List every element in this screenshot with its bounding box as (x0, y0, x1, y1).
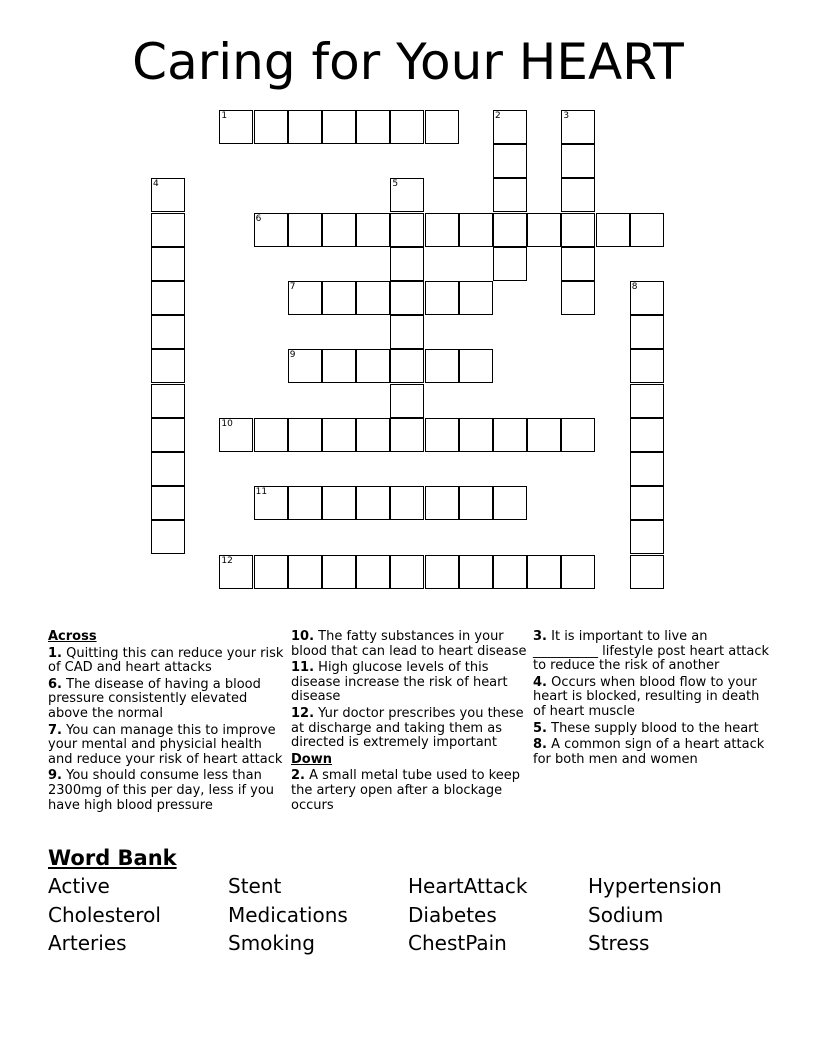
across-heading: Across (48, 629, 97, 644)
grid-cell[interactable] (322, 486, 356, 520)
clue-across-1 (48, 647, 288, 676)
grid-cell[interactable] (151, 178, 185, 212)
clue-number-label: 9 (289, 350, 296, 361)
clue-text: You should consume less than 2300mg of this per day, less if you have high blood pressure (48, 768, 275, 813)
clue-number-label: 4 (153, 179, 159, 190)
grid-cell[interactable] (630, 315, 664, 349)
grid-cell[interactable] (561, 144, 595, 178)
clue-number: 11. (291, 660, 315, 676)
clue-number-label: 10 (221, 418, 233, 429)
grid-cell[interactable] (356, 110, 390, 144)
word-bank-title: Word Bank (48, 846, 177, 870)
grid-cell[interactable] (254, 418, 288, 452)
word-bank-word: HeartAttack (408, 874, 528, 898)
clue-down-3 (533, 630, 773, 674)
grid-cell[interactable] (630, 452, 664, 486)
clue-across-12 (291, 707, 531, 751)
clue-text: High glucose levels of this disease increase the risk of heart disease (291, 660, 508, 705)
clue-text: The disease of having a blood pressure consistently elevated above the normal (48, 676, 261, 721)
clue-number: 1. (48, 645, 62, 661)
grid-cell[interactable] (322, 349, 356, 383)
grid-cell[interactable] (390, 247, 424, 281)
clue-across-11 (291, 661, 531, 705)
grid-cell[interactable] (493, 486, 527, 520)
grid-cell[interactable] (493, 110, 527, 144)
grid-cell[interactable] (288, 110, 322, 144)
clue-down-4 (533, 676, 773, 720)
word-bank-word: Sodium (588, 902, 664, 927)
word-bank-word: Arteries (48, 931, 127, 955)
clue-text: A small metal tube used to keep the artery open after a blockage occurs (291, 768, 520, 813)
grid-cell[interactable] (493, 418, 527, 452)
grid-cell[interactable] (288, 349, 322, 383)
word-bank-word: Diabetes (408, 902, 497, 927)
clue-text: You can manage this to improve your mental and physicial health and reduce your risk of heart attack (48, 722, 283, 767)
clue-number-label: 3 (563, 111, 570, 121)
grid-cell[interactable] (459, 555, 493, 589)
word-bank (48, 872, 768, 958)
grid-cell[interactable] (390, 418, 424, 452)
grid-cell[interactable] (151, 520, 185, 554)
clue-text: Yur doctor prescribes you these at discharge and taking them as directed is extremely important (291, 705, 524, 751)
grid-cell[interactable] (561, 555, 595, 589)
clue-number: 9. (48, 768, 62, 784)
grid-cell[interactable] (288, 213, 322, 247)
clue-text: These supply blood to the heart (551, 720, 759, 736)
grid-cell[interactable] (630, 520, 664, 554)
clue-number: 8. (533, 737, 547, 753)
grid-cell[interactable] (151, 452, 185, 486)
grid-cell[interactable] (630, 384, 664, 418)
down-heading: Down (291, 751, 332, 767)
clue-column-1 (48, 630, 288, 815)
clue-number-label: 1 (221, 111, 228, 121)
grid-cell[interactable] (425, 281, 459, 315)
word-bank-word: Smoking (228, 931, 315, 955)
grid-cell[interactable] (493, 144, 527, 178)
grid-cell[interactable] (459, 349, 493, 383)
clue-number-label: 2 (495, 111, 501, 121)
word-bank-word: Cholesterol (48, 902, 161, 927)
grid-cell[interactable] (356, 418, 390, 452)
grid-cell[interactable] (425, 486, 459, 520)
word-bank-word: Medications (228, 902, 348, 927)
word-bank-word: Stress (588, 931, 650, 955)
grid-cell[interactable] (425, 555, 459, 589)
grid-cell[interactable] (254, 486, 288, 520)
grid-cell[interactable] (425, 418, 459, 452)
grid-cell[interactable] (151, 418, 185, 452)
grid-cell[interactable] (459, 418, 493, 452)
grid-cell[interactable] (151, 213, 185, 247)
clue-across-10 (291, 630, 531, 659)
clue-number: 5. (533, 720, 547, 736)
clue-text: The fatty substances in your blood that can lead to heart disease (291, 629, 527, 659)
grid-cell[interactable] (561, 110, 595, 144)
grid-cell[interactable] (561, 213, 595, 247)
clue-number-label: 7 (289, 282, 296, 292)
grid-cell[interactable] (254, 110, 288, 144)
grid-cell[interactable] (151, 247, 185, 281)
grid-cell[interactable] (493, 213, 527, 247)
grid-cell[interactable] (356, 349, 390, 383)
grid-cell[interactable] (288, 486, 322, 520)
page-title: Caring for Your HEART (132, 33, 684, 91)
grid-cell[interactable] (322, 213, 356, 247)
clue-text: Quitting this can reduce your risk of CAD and heart attacks (48, 645, 284, 676)
grid-cell[interactable] (219, 418, 253, 452)
clue-number: 7. (48, 722, 62, 738)
grid-cell[interactable] (630, 213, 664, 247)
clue-number-label: 11 (255, 487, 268, 498)
grid-cell[interactable] (322, 110, 356, 144)
clue-number: 12. (291, 705, 315, 721)
grid-cell[interactable] (254, 213, 288, 247)
grid-cell[interactable] (425, 349, 459, 383)
grid-cell[interactable] (219, 555, 253, 589)
clue-across-7 (48, 724, 288, 768)
grid-cell[interactable] (390, 281, 424, 315)
clue-down-2 (291, 769, 531, 813)
grid-cell[interactable] (322, 281, 356, 315)
grid-cell[interactable] (151, 384, 185, 418)
clue-number-label: 12 (221, 555, 233, 566)
grid-cell[interactable] (288, 418, 322, 452)
grid-cell[interactable] (322, 418, 356, 452)
grid-cell[interactable] (390, 384, 424, 418)
clue-across-9 (48, 769, 288, 813)
grid-cell[interactable] (459, 281, 493, 315)
clue-number-label: 8 (631, 282, 638, 292)
grid-cell[interactable] (527, 213, 561, 247)
grid-cell[interactable] (356, 213, 390, 247)
grid-cell[interactable] (630, 418, 664, 452)
clue-text: A common sign of a heart attack for both men and women (533, 737, 765, 767)
clue-number: 2. (291, 768, 305, 784)
grid-cell[interactable] (630, 349, 664, 383)
clue-number: 10. (291, 629, 315, 644)
grid-cell[interactable] (288, 555, 322, 589)
clue-text: Occurs when blood flow to your heart is blocked, resulting in death of heart muscle (533, 674, 760, 719)
grid-cell[interactable] (219, 110, 253, 144)
grid-cell[interactable] (356, 486, 390, 520)
clue-number: 4. (533, 674, 547, 690)
grid-cell[interactable] (390, 555, 424, 589)
clue-text: It is important to live an __________ lifestyle post heart attack to reduce the risk of another (533, 629, 770, 674)
word-bank-word: Active (48, 874, 110, 898)
grid-cell[interactable] (630, 281, 664, 315)
clue-down-5 (533, 722, 773, 737)
grid-cell[interactable] (493, 555, 527, 589)
grid-cell[interactable] (630, 555, 664, 589)
grid-cell[interactable] (322, 555, 356, 589)
grid-cell[interactable] (390, 349, 424, 383)
grid-cell[interactable] (425, 110, 459, 144)
grid-cell[interactable] (527, 418, 561, 452)
grid-cell[interactable] (561, 178, 595, 212)
clue-number: 3. (533, 629, 547, 644)
grid-cell[interactable] (459, 486, 493, 520)
word-bank-word: Hypertension (588, 874, 722, 898)
grid-cell[interactable] (493, 247, 527, 281)
clue-across-6 (48, 678, 288, 722)
grid-cell[interactable] (390, 213, 424, 247)
clue-down-8 (533, 738, 773, 767)
grid-cell[interactable] (459, 213, 493, 247)
grid-cell[interactable] (390, 110, 424, 144)
grid-cell[interactable] (493, 178, 527, 212)
clue-column-3 (533, 630, 773, 769)
grid-cell[interactable] (561, 281, 595, 315)
grid-cell[interactable] (527, 555, 561, 589)
grid-cell[interactable] (356, 281, 390, 315)
grid-cell[interactable] (151, 349, 185, 383)
grid-cell[interactable] (288, 281, 322, 315)
grid-cell[interactable] (390, 178, 424, 212)
clue-number-label: 5 (392, 179, 399, 190)
grid-cell[interactable] (390, 315, 424, 349)
grid-cell[interactable] (561, 247, 595, 281)
grid-cell[interactable] (561, 418, 595, 452)
grid-cell[interactable] (630, 486, 664, 520)
grid-cell[interactable] (390, 486, 424, 520)
clue-number: 6. (48, 676, 62, 692)
grid-cell[interactable] (254, 555, 288, 589)
grid-cell[interactable] (356, 555, 390, 589)
grid-cell[interactable] (151, 315, 185, 349)
clue-number-label: 6 (255, 213, 262, 224)
grid-cell[interactable] (425, 213, 459, 247)
word-bank-word: ChestPain (408, 931, 507, 955)
grid-cell[interactable] (151, 486, 185, 520)
grid-cell[interactable] (151, 281, 185, 315)
clue-column-2 (291, 630, 531, 815)
grid-cell[interactable] (596, 213, 630, 247)
word-bank-word: Stent (228, 874, 282, 898)
